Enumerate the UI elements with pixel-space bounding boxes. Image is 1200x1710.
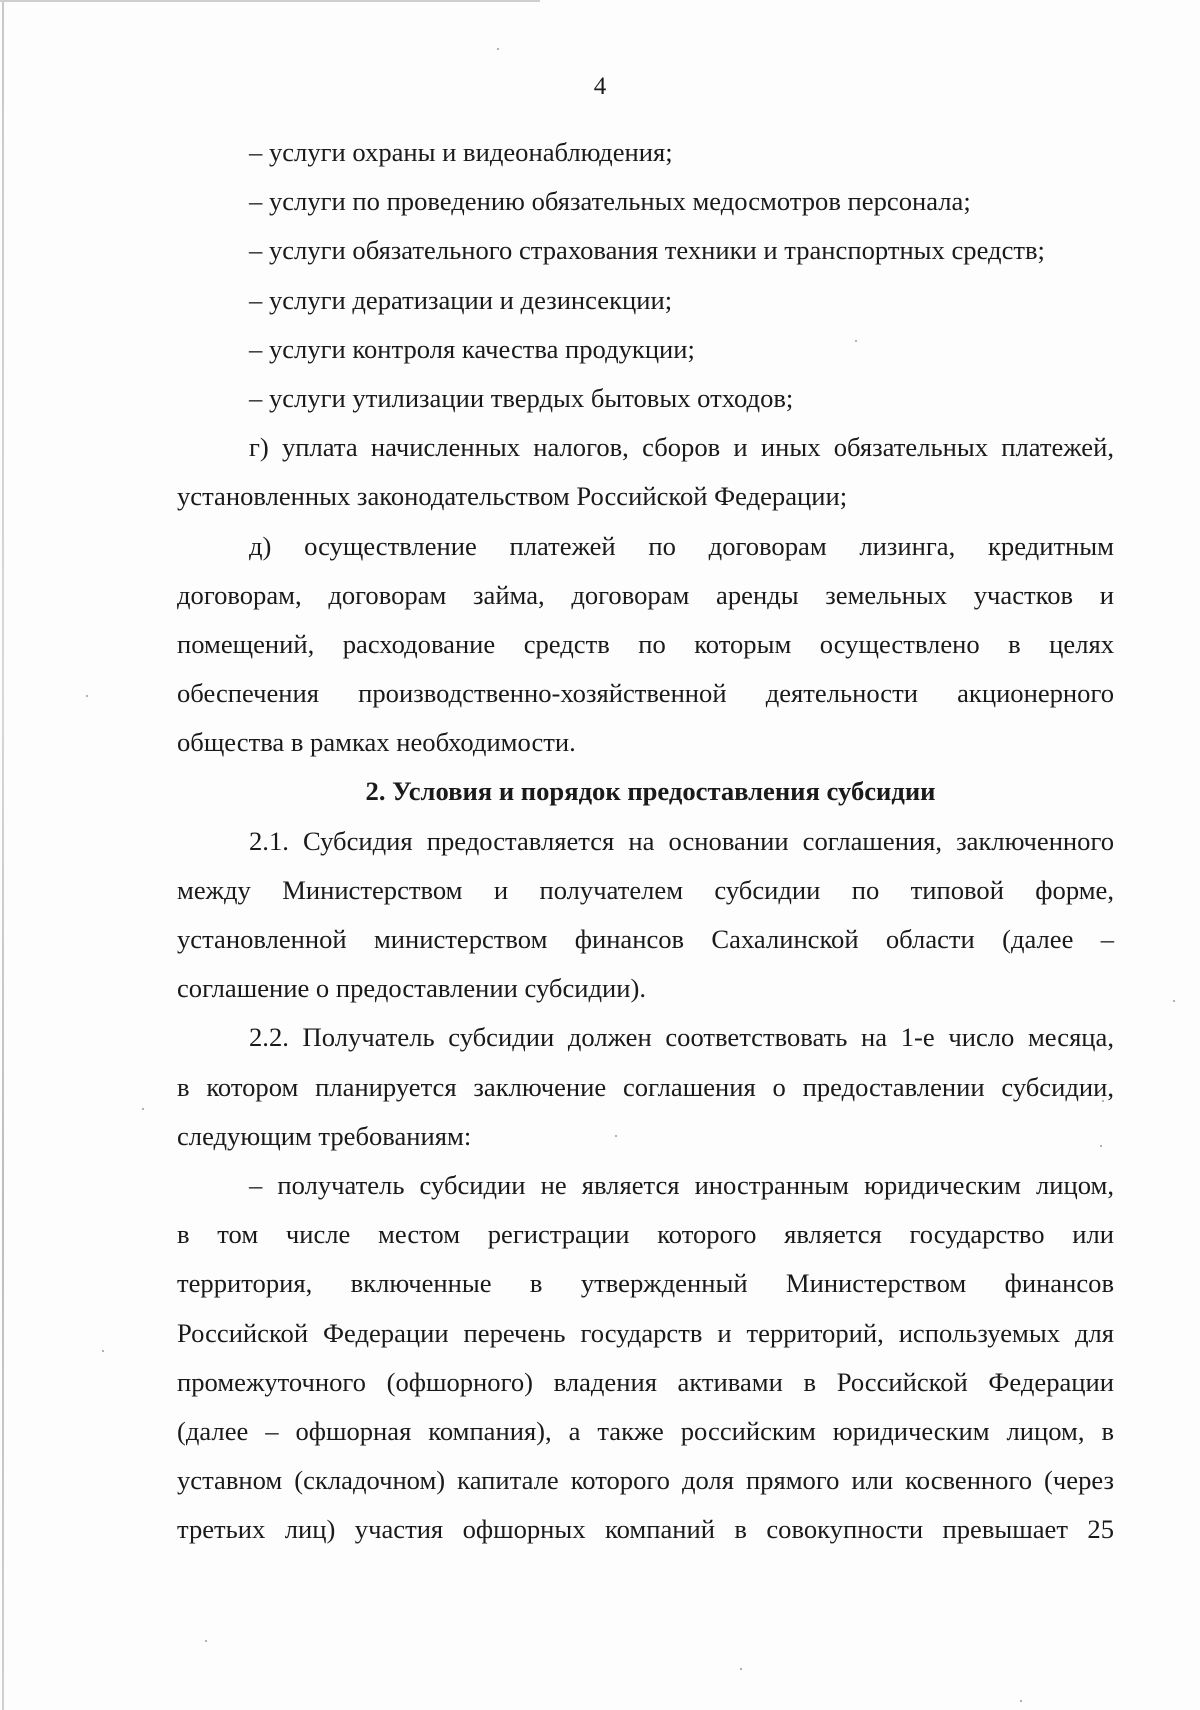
scan-edge-left: [2, 0, 4, 1710]
scan-speck: [142, 1108, 144, 1110]
text-line: – услуги утилизации твердых бытовых отходов;: [249, 382, 794, 413]
scan-speck: [497, 48, 499, 50]
scan-speck: [740, 1668, 742, 1670]
document-body: [177, 128, 1114, 1554]
text-line: Российской Федерации перечень государств и территорий, используемых для: [177, 1317, 1114, 1348]
text-line: (далее – офшорная компания), а также российским юридическим лицом, в: [177, 1415, 1114, 1446]
text-line: установленной министерством финансов Сахалинской области (далее –: [177, 924, 1114, 954]
text-line: г) уплата начисленных налогов, сборов и иных обязательных платежей,: [249, 432, 1114, 463]
text-line: следующим требованиям:: [177, 1120, 472, 1151]
scan-speck: [1020, 1700, 1022, 1702]
text-line: д) осуществление платежей по договорам лизинга, кредитным: [249, 530, 1114, 561]
text-line: обеспечения производственно-хозяйственной деятельности акционерного: [177, 678, 1114, 709]
text-line: соглашение о предоставлении субсидии).: [177, 973, 646, 1004]
text-line: общества в рамках необходимости.: [177, 727, 576, 758]
text-line: – получатель субсидии не является иностранным юридическим лицом,: [249, 1169, 1114, 1200]
text-line: 2.2. Получатель субсидии должен соответствовать на 1-е число месяца,: [249, 1022, 1114, 1053]
text-line: – услуги контроля качества продукции;: [249, 333, 695, 364]
text-line: договорам, договорам займа, договорам аренды земельных участков и: [177, 579, 1114, 610]
page-number: 4: [593, 73, 607, 100]
text-line: – услуги обязательного страхования техники и транспортных средств;: [249, 235, 1045, 266]
scan-edge-top: [0, 0, 540, 2]
text-line: между Министерством и получателем субсидии по типовой форме,: [177, 874, 1114, 905]
text-line: промежуточного (офшорного) владения активами в Российской Федерации: [177, 1366, 1114, 1397]
text-line: 2.1. Субсидия предоставляется на основании соглашения, заключенного: [249, 825, 1114, 856]
scan-speck: [1173, 1000, 1175, 1002]
section-heading: 2. Условия и порядок предоставления субсидии: [365, 776, 936, 807]
text-line: уставном (складочном) капитале которого доля прямого или косвенного (через: [177, 1465, 1114, 1496]
scan-speck: [102, 1350, 104, 1352]
text-line: третьих лиц) участия офшорных компаний в совокупности превышает 25: [177, 1514, 1114, 1545]
text-line: установленных законодательством Российской Федерации;: [177, 481, 848, 512]
text-line: – услуги по проведению обязательных медосмотров персонала;: [249, 186, 971, 217]
text-line: в котором планируется заключение соглашения о предоставлении субсидии,: [177, 1071, 1114, 1102]
text-line: в том числе местом регистрации которого является государство или: [177, 1219, 1114, 1250]
text-line: помещений, расходование средств по которым осуществлено в целях: [177, 628, 1114, 659]
scan-speck: [205, 1640, 207, 1642]
scan-speck: [86, 695, 88, 697]
text-line: – услуги охраны и видеонаблюдения;: [249, 137, 673, 167]
text-line: территория, включенные в утвержденный Министерством финансов: [177, 1268, 1114, 1299]
text-line: – услуги дератизации и дезинсекции;: [249, 284, 673, 315]
